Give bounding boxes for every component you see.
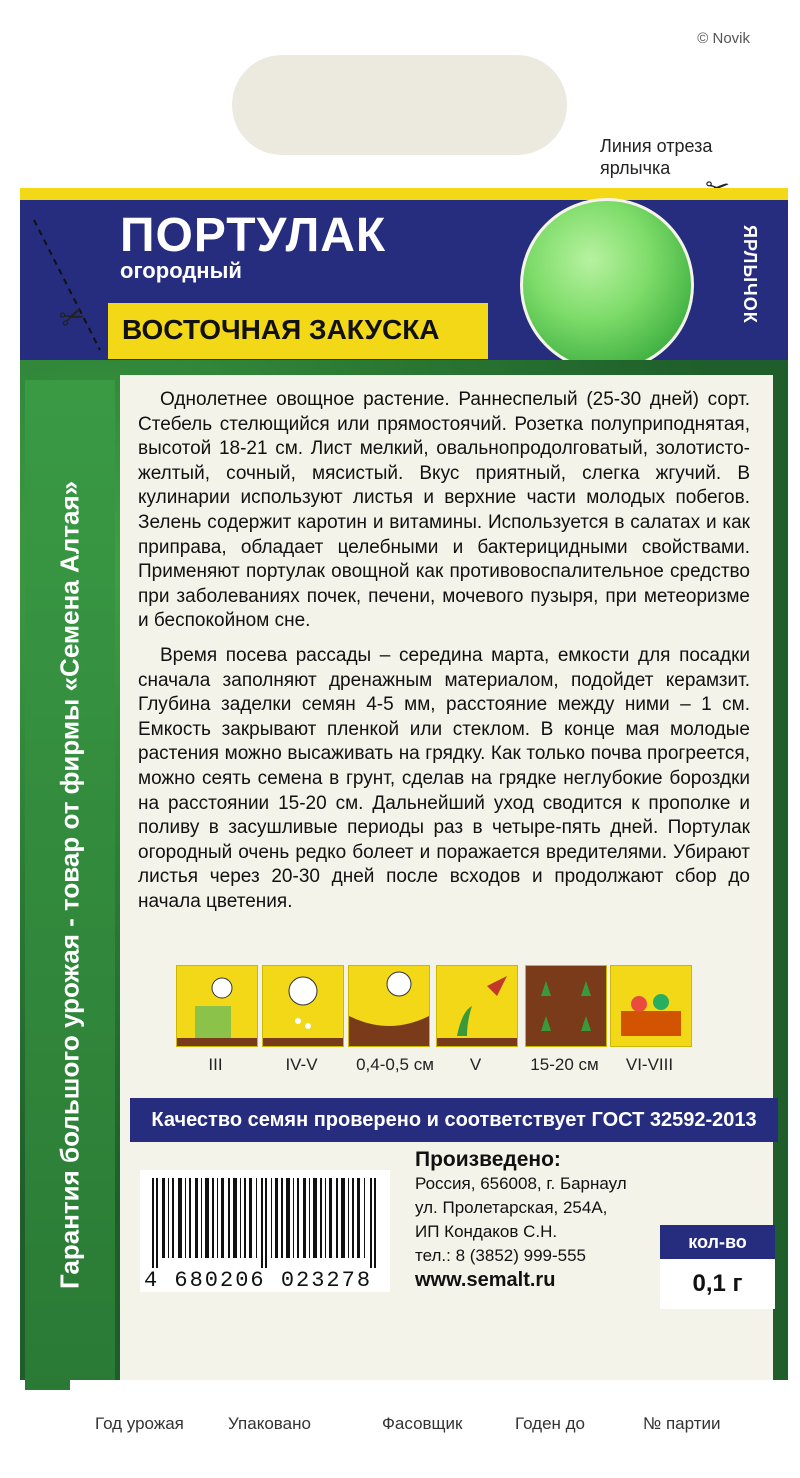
footer-field-packed: Упаковано [228,1414,311,1433]
description-paragraph: Однолетнее овощное растение. Раннеспелый (25-30 дней) сорт. Стебель стелющийся или прямостоячий. Розетка полуприподнятая, высотой 18-21 см. Лист мелкий, овальнопродолговатый, золотисто-желтый, сочный, мясистый. Вкус приятный, слегка жгучий. В кулинарии используют листья и верхние части молодых побегов. Зелень содержит каротин и витамины. Используется в салатах и как приправа, обладает целебными и бактерицидными свойствами. Применяют портулак овощной как противовоспалительное средство при заболеваниях почек, печени, мочевого пузыря, при метеоризме и беспокойном сне. [138,389,750,632]
barcode-number: 4 680206 023278 [144,1268,373,1293]
footer-field-packer: Фасовщик [382,1414,463,1433]
quantity-label: кол-во [660,1225,775,1259]
cut-line-label-1: Линия отреза [600,136,713,156]
description-paragraph: Время посева рассады – середина марта, емкости для посадки сначала заполняют дренажным материалом, подойдет керамзит. Глубина заделки семян 4-5 мм, расстояние между ними – 1 см. Емкость закрывают пленкой или стеклом. В конце мая молодые растения можно высаживать на грядку. Как только почва прогреется, можно сеять семена в грунт, сделав на грядке неглубокие бороздки на расстоянии 15-20 см. Дальнейший уход сводится к прополке и поливу в засушливые периоды раз в четыре-пять дней. Портулак огородный очень редко болеет и поражается вредителями. Убирают листья через 20-30 дней после всходов и продолжают сбор до начала цветения. [138,644,750,912]
description [138,388,750,924]
footer-field-harvest-year: Год урожая [95,1414,184,1433]
stage-label: VI-VIII [625,1055,674,1074]
cut-line-label-2: ярлычка [600,158,671,178]
quantity-value: 0,1 г [660,1259,775,1309]
scissors-icon: ✂ [55,297,91,338]
producer-line: ул. Пролетарская, 254А, [415,1198,608,1217]
transplant-trowel-icon [436,965,518,1047]
variety-ribbon [108,303,488,359]
producer-url: www.semalt.ru [415,1269,556,1291]
producer-line: ИП Кондаков С.Н. [415,1222,558,1241]
seed-depth-icon [348,965,430,1047]
producer-phone: тел.: 8 (3852) 999-555 [415,1246,587,1265]
footer-field-batch: № партии [643,1414,721,1433]
producer-heading: Произведено: [415,1148,561,1171]
product-title: ПОРТУЛАК [120,209,387,262]
stage-label: III [208,1055,223,1074]
stage-label: 15-20 см [530,1055,599,1074]
barcode-icon [148,1178,380,1268]
gost-banner: Качество семян проверено и соответствует ГОСТ 32592-2013 [130,1098,778,1142]
variety-name: ВОСТОЧНАЯ ЗАКУСКА [122,314,440,345]
sidebar-text: Гарантия большого урожая - товар от фирмы «Семена Алтая» [54,480,85,1290]
harvest-basket-icon [610,965,692,1047]
pot-sowing-icon [176,965,258,1047]
yellow-band [20,188,788,200]
product-subtitle: огородный [120,258,242,283]
producer-info [415,1148,627,1292]
tab-label: ЯРЛЫЧОК [740,225,760,324]
copyright: © Novik [697,30,750,47]
plant-photo [520,198,694,372]
seeds-hand-icon [262,965,344,1047]
cut-line-label [600,135,712,179]
spacing-icon [525,965,607,1047]
stage-label: 0,4-0,5 см [356,1055,434,1074]
footer-field-expiry: Годен до [515,1414,586,1433]
hang-hole [232,55,567,155]
stage-label: V [469,1055,482,1074]
producer-line: Россия, 656008, г. Барнаул [415,1174,627,1193]
stage-label: IV-V [285,1055,318,1074]
